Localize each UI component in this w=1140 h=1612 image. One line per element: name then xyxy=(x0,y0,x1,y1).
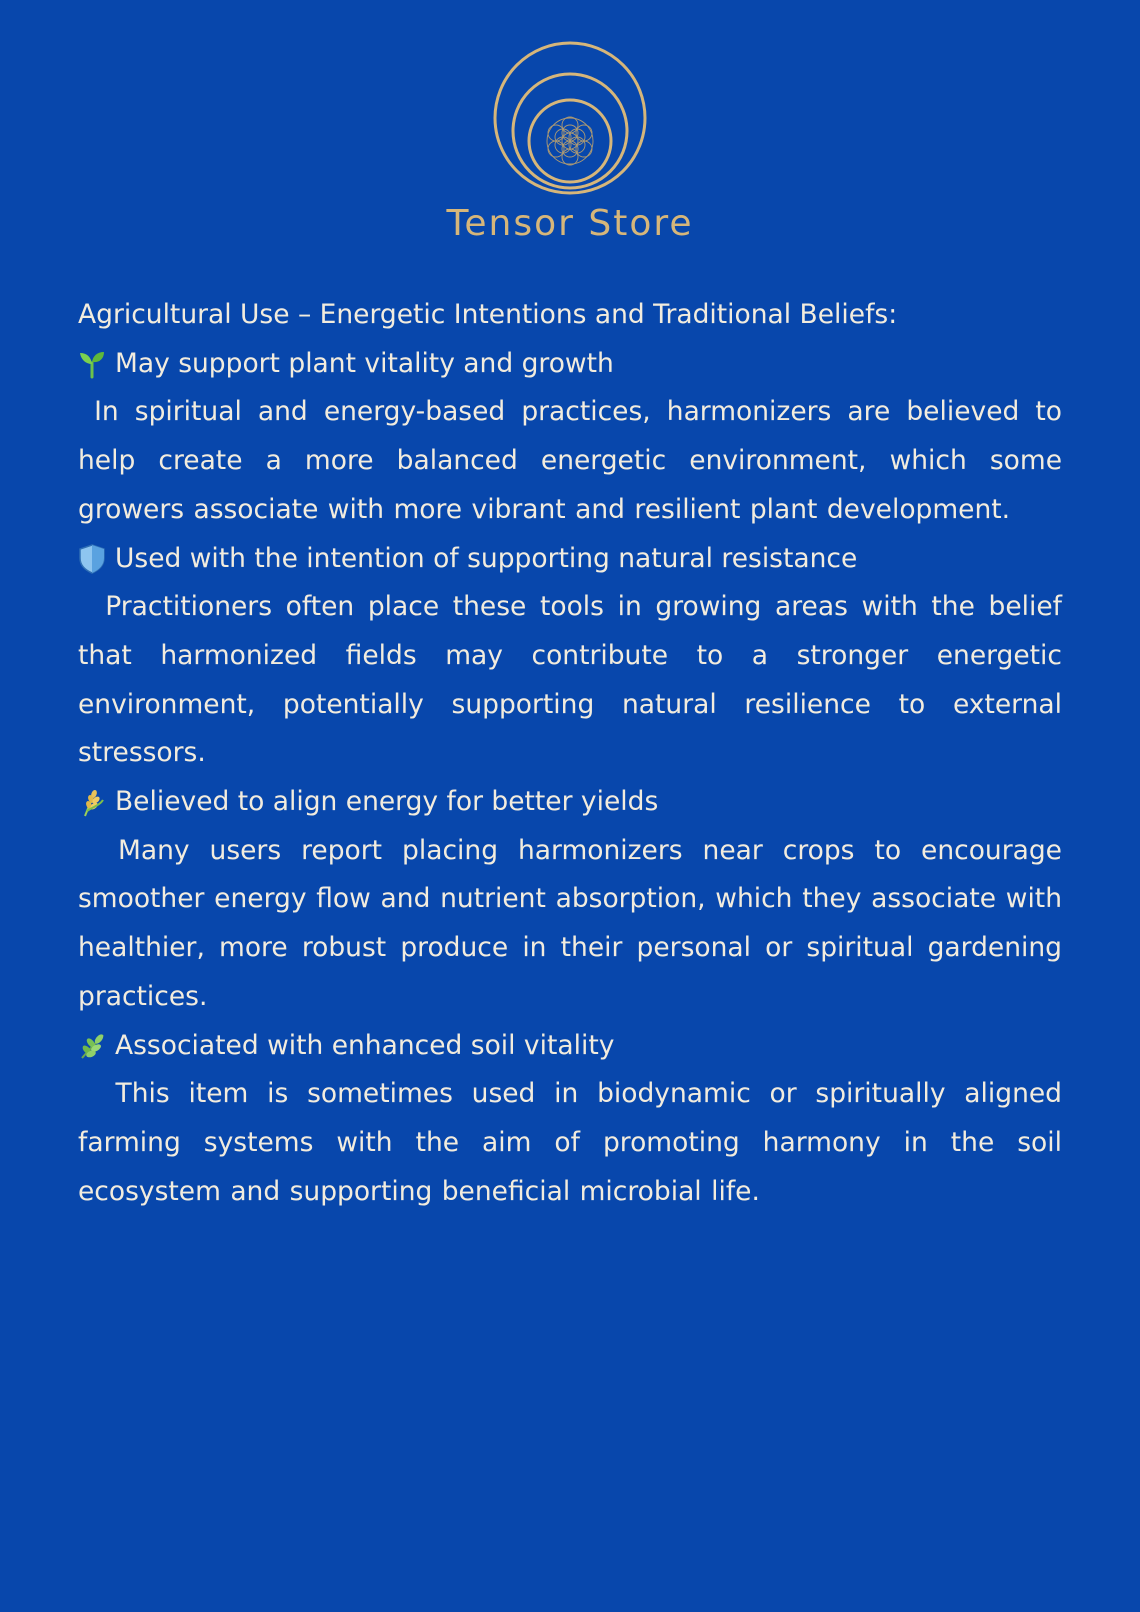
section-body-4: This item is sometimes used in biodynamic or spiritually aligned farming systems with the aim of promoting harmony in the soil ecosystem and supporting beneficial microbial life. xyxy=(78,1078,1062,1207)
section-title-text: Believed to align energy for better yields xyxy=(115,786,659,818)
section-body-2: Practitioners often place these tools in growing areas with the belief that harmonized fields may contribute to a stronger energetic environment, potentially supporting natural resilience to external stressors. xyxy=(78,591,1062,769)
seedling-icon xyxy=(78,349,106,379)
section-title-3 xyxy=(78,778,1062,827)
section-title-1 xyxy=(78,340,1062,389)
wheat-icon xyxy=(78,787,106,817)
section-body-3: Many users report placing harmonizers near crops to encourage smoother energy flow and nutrient absorption, which they associate with healthier, more robust produce in their personal or spiritual gardening practices. xyxy=(78,834,1062,1012)
brand-logo xyxy=(0,38,1140,242)
section-title-text: Used with the intention of supporting natural resistance xyxy=(115,542,858,574)
section-title-2 xyxy=(78,535,1062,584)
shield-icon xyxy=(78,544,106,574)
brand-name: Tensor Store xyxy=(446,203,694,244)
section-body-1: In spiritual and energy-based practices, harmonizers are believed to help create a more balanced energetic environment, which some growers associate with more vibrant and resilient plant development. xyxy=(78,396,1062,525)
section-title-text: May support plant vitality and growth xyxy=(115,347,614,379)
page-heading: Agricultural Use – Energetic Intentions and Traditional Beliefs: xyxy=(78,299,898,330)
description-text xyxy=(78,291,1062,1216)
herb-icon xyxy=(78,1031,106,1061)
section-title-4 xyxy=(78,1022,1062,1071)
concentric-circles-logo-icon xyxy=(490,38,650,198)
section-title-text: Associated with enhanced soil vitality xyxy=(115,1029,615,1061)
